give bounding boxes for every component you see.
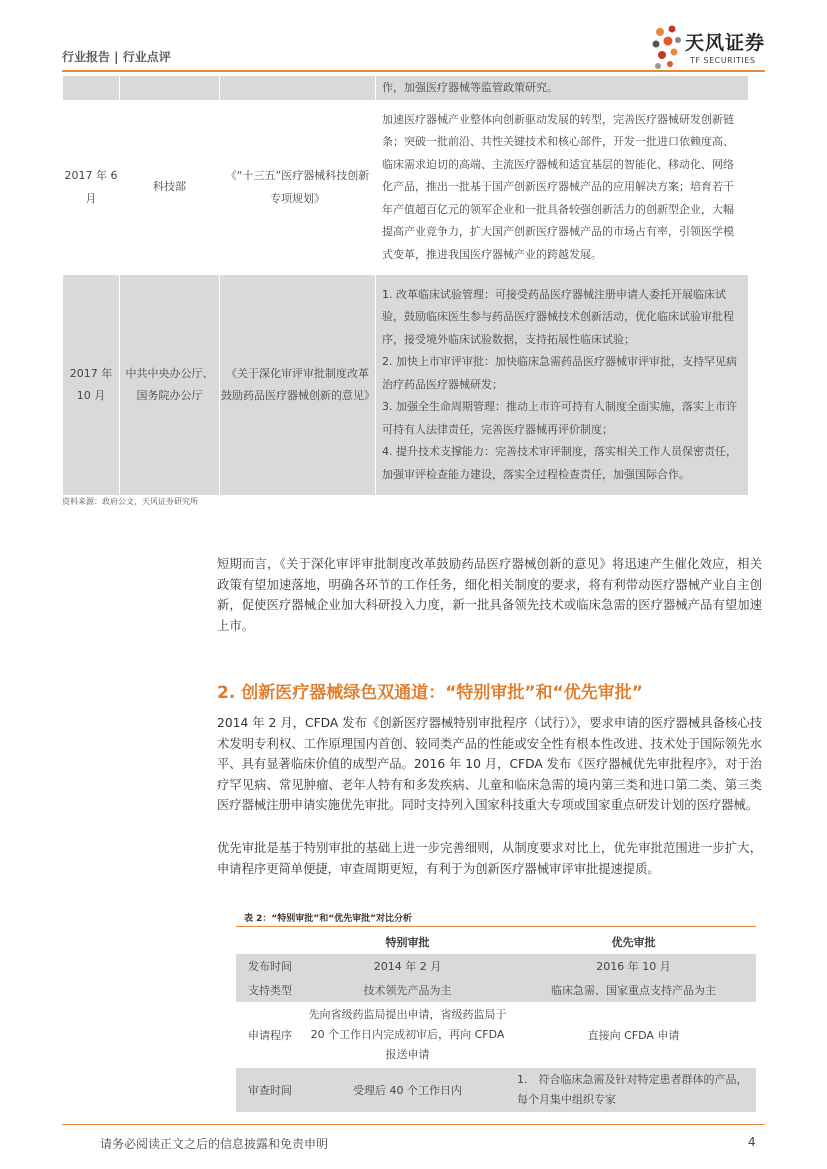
date-cell: 2017 年 6 月 [63,100,120,275]
table-header-row [236,930,756,954]
agency-cell: 科技部 [120,100,220,275]
table-row [236,1068,756,1112]
footer-disclaimer: 请务必阅读正文之后的信息披露和免责申明 [100,1137,329,1151]
policy-table [62,76,748,495]
policy-cell: 《“十三五”医疗器械科技创新专项规划》 [220,100,376,275]
logo-name-en: TF SECURITIES [690,56,756,65]
special-cell: 2014 年 2 月 [304,954,511,978]
table-source: 资料来源：政府公文，天风证券研究所 [62,497,198,506]
header-rule [62,70,765,72]
policy-cell: 《关于深化审评审批制度改革鼓励药品医疗器械创新的意见》 [220,275,376,495]
policy-cell [220,76,376,100]
content-cell: 加速医疗器械产业整体向创新驱动发展的转型，完善医疗器械研发创新链条；突破一批前沿、共性关键技术和核心部件，开发一批进口依赖度高、临床需求迫切的高端、主流医疗器械和适宜基层的智能化、移动化、网络化产品，推出一批基于国产创新医疗器械产品的应用解决方案；培育若干年产值超百亿元的领军企业和一批具备较强创新活力的创新型企业，大幅提高产业竞争力，扩大国产创新医疗器械产品的市场占有率，引领医学模式变革，推进我国医疗器械产业的跨越发展。 [376,100,749,275]
footer-rule [62,1124,765,1125]
table-row [236,1002,756,1068]
section-title: 2. 创新医疗器械绿色双通道：“特别审批”和“优先审批” [217,683,643,703]
paragraph: 短期而言，《关于深化审评审批制度改革鼓励药品医疗器械创新的意见》将迅速产生催化效应，相关政策有望加速落地，明确各环节的工作任务，细化相关制度的要求，将有利带动医疗器械产业自主创新，促使医疗器械企业加大科研投入力度，新一批具备领先技术或临床急需的医疗器械产品有望加速上市。 [217,557,762,633]
table-rule [236,926,756,927]
priority-cell: 直接向 CFDA 申请 [511,1002,756,1068]
row-key: 审查时间 [236,1068,304,1112]
special-cell: 先向省级药监局提出申请，省级药监局于 20 个工作日内完成初审后，再向 CFDA 报送申请 [304,1002,511,1068]
row-key: 支持类型 [236,978,304,1002]
content-cell: 1. 改革临床试验管理：可接受药品医疗器械注册申请人委托开展临床试验，鼓励临床医生参与药品医疗器械技术创新活动，优化临床试验审批程序，接受境外临床试验数据，支持拓展性临床试验； 2. 加快上市审评审批：加快临床急需药品医疗器械审评审批，支持罕见病治疗药品医疗器械研发； 3. 加强全生命周期管理：推动上市许可持有人制度全面实施，落实上市许可持有人法律责任，完善医疗器械再评价制度； 4. 提升技术支撑能力：完善技术审评制度，落实相关工作人员保密责任，加强审评检查能力建设，落实全过程检查责任，加强国际合作。 [376,275,749,495]
row-key: 发布时间 [236,954,304,978]
special-cell: 技术领先产品为主 [304,978,511,1002]
date-cell [63,76,120,100]
comparison-table [236,930,756,1112]
content-cell: 作，加强医疗器械等监管政策研究。 [376,76,749,100]
table-row [63,275,749,495]
table-row [63,100,749,275]
page-number: 4 [748,1135,756,1149]
header-cell [236,930,304,954]
table-row [236,954,756,978]
paragraph: 2014 年 2 月，CFDA 发布《创新医疗器械特别审批程序（试行）》，要求申请的医疗器械具备核心技术发明专利权、工作原理国内首创、较同类产品的性能或安全性有根本性改进、技术处于国际领先水平、具有显著临床价值的成型产品。2016 年 10 月，CFDA 发布《医疗器械优先审批程序》，对于治疗罕见病、常见肿瘤、老年人特有和多发疾病、儿童和临床急需的境内第三类和进口第二类、第三类医疗器械注册申请实施优先审批。同时支持列入国家科技重大专项或国家重点研发计划的医疗器械。 [217,716,762,812]
paragraph: 优先审批是基于特别审批的基础上进一步完善细则，从制度要求对比上，优先审批范围进一步扩大，申请程序更简单便捷，审查周期更短，有利于为创新医疗器械审评审批提速提质。 [217,841,762,876]
header-cell: 优先审批 [511,930,756,954]
row-key: 申请程序 [236,1002,304,1068]
agency-cell [120,76,220,100]
table-row [236,978,756,1002]
special-cell: 受理后 40 个工作日内 [304,1068,511,1112]
priority-cell: 2016 年 10 月 [511,954,756,978]
header-cell: 特别审批 [304,930,511,954]
report-category: 行业报告 | 行业点评 [62,50,171,64]
table-title: 表 2：“特别审批”和“优先审批”对比分析 [244,914,413,924]
priority-cell: 1. 符合临床急需及针对特定患者群体的产品，每个月集中组织专家 [511,1068,756,1112]
logo-name-cn: 天风证券 [685,32,766,54]
agency-cell: 中共中央办公厅、国务院办公厅 [120,275,220,495]
date-cell: 2017 年 10 月 [63,275,120,495]
table-row [63,76,749,100]
priority-cell: 临床急需、国家重点支持产品为主 [511,978,756,1002]
